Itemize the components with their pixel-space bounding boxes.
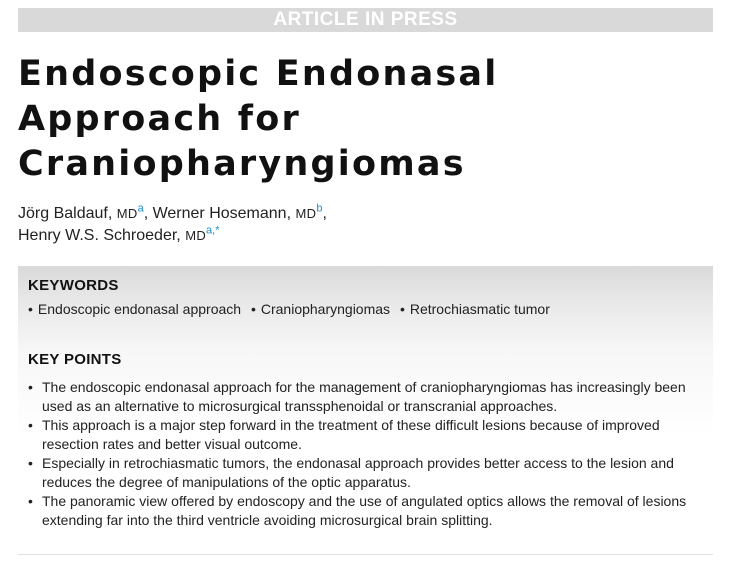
banner-text: ARTICLE IN PRESS <box>273 9 458 30</box>
author-line-2 <box>18 225 708 247</box>
title-line-1: Endoscopic Endonasal <box>18 54 499 94</box>
bullet-icon: • <box>28 493 33 509</box>
bullet-icon: • <box>28 301 33 317</box>
author-line-1 <box>18 203 708 225</box>
key-point-item <box>28 378 708 416</box>
key-points-list <box>28 378 708 530</box>
key-point-text: This approach is a major step forward in the treatment of these difficult lesions because of improved resection rates and better visual outcome. <box>42 417 660 452</box>
title-line-2: Approach for <box>18 99 301 139</box>
author-degree: MD <box>185 228 207 243</box>
title-line-3: Craniopharyngiomas <box>18 144 466 184</box>
bullet-icon: • <box>399 301 405 317</box>
author-separator: , <box>143 205 149 222</box>
keyword-item: Retrochiasmatic tumor <box>409 301 550 317</box>
keywords-heading: KEYWORDS <box>28 277 119 294</box>
key-point-item <box>28 454 708 492</box>
keyword-item: Craniopharyngiomas <box>260 301 391 317</box>
key-point-item <box>28 492 708 530</box>
author-list <box>18 203 708 247</box>
key-point-item <box>28 416 708 454</box>
key-point-text: The endoscopic endonasal approach for the management of craniopharyngiomas has increasingly been used as an alternative to microsurgical transsphenoidal or transcranial approaches. <box>42 379 686 414</box>
author-name: Werner Hosemann, <box>152 205 292 222</box>
keyword-item: Endoscopic endonasal approach <box>37 301 242 317</box>
article-in-press-banner <box>18 8 713 32</box>
author-separator: , <box>322 205 327 222</box>
author-name: Henry W.S. Schroeder, <box>18 227 181 244</box>
bullet-icon: • <box>28 417 33 433</box>
author-name: Jörg Baldauf, <box>18 205 113 222</box>
bullet-icon: • <box>28 379 33 395</box>
bullet-icon: • <box>250 301 256 317</box>
keywords-keypoints-box <box>18 266 713 555</box>
key-points-heading: KEY POINTS <box>28 351 122 368</box>
affiliation-link[interactable]: b <box>316 202 323 215</box>
key-point-text: Especially in retrochiasmatic tumors, the endonasal approach provides better access to the lesion and reduces the degree of manipulations of the optic apparatus. <box>42 455 674 490</box>
keywords-list <box>28 301 556 317</box>
key-point-text: The panoramic view offered by endoscopy and the use of angulated optics allows the removal of lesions extending far into the third ventricle avoiding microsurgical brain splitting. <box>42 493 687 528</box>
author-degree: MD <box>295 206 317 221</box>
article-title <box>18 52 718 187</box>
bullet-icon: • <box>28 455 33 471</box>
affiliation-link[interactable]: a,* <box>206 224 220 237</box>
author-degree: MD <box>116 206 138 221</box>
affiliation-link[interactable]: a <box>137 202 144 215</box>
